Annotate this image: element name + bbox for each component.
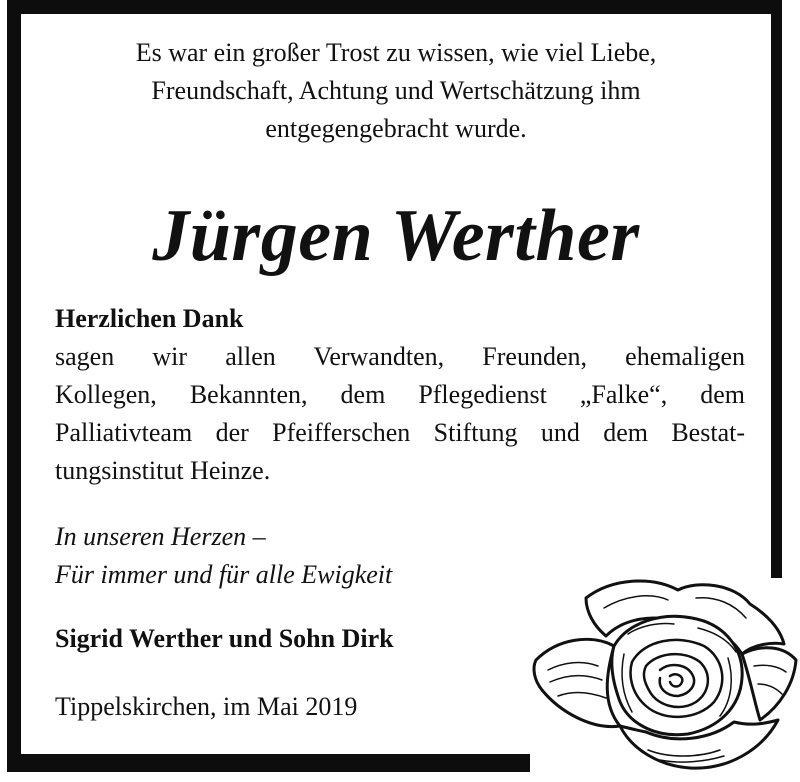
motto (55, 518, 575, 594)
intro-line: entgegengebracht wurde. (265, 114, 527, 143)
motto-line: Für immer und für alle Ewigkeit (55, 560, 393, 589)
signature: Sigrid Werther und Sohn Dirk (55, 624, 394, 653)
intro-text (21, 34, 771, 148)
thanks-line: tungsinstitut Heinze. (55, 456, 271, 485)
motto-line: In unseren Herzen – (55, 522, 266, 551)
thanks-line: sagen wir allen Verwandten, Freunden, ehemaligen (55, 342, 745, 371)
thanks-line: Palliativteam der Pfeifferschen Stiftung und dem Bestat- (55, 418, 745, 447)
deceased-name: Jürgen Werther (152, 195, 640, 277)
intro-line: Freundschaft, Achtung und Wertschätzung ihm (151, 76, 641, 105)
intro-line: Es war ein großer Trost zu wissen, wie viel Liebe, (135, 38, 657, 67)
thanks-section (55, 300, 745, 490)
place-date: Tippelskirchen, im Mai 2019 (55, 692, 358, 721)
thanks-heading: Herzlichen Dank (55, 304, 244, 333)
thanks-line: Kollegen, Bekannten, dem Pflegedienst „Falke“, dem (55, 380, 745, 409)
rose-illustration (528, 574, 800, 776)
